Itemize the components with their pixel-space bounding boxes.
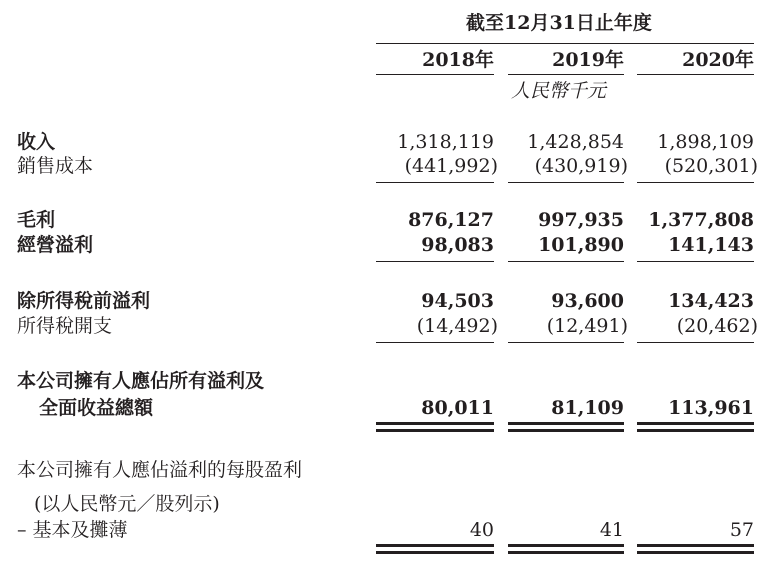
eps-double-rule-top-2018 — [376, 544, 494, 547]
row-revenue-2018: 1,318,119 — [397, 131, 494, 153]
row-total-income-2018: 80,011 — [421, 397, 494, 419]
row-income-tax-2019: (12,491) — [546, 315, 628, 337]
eps-double-rule-bottom-2018 — [376, 551, 494, 554]
row-profit-before-tax-label: 除所得稅前溢利 — [17, 290, 151, 312]
row-operating-profit-2018: 98,083 — [421, 234, 494, 256]
total-double-rule-top-2019 — [508, 422, 624, 425]
tax-rule-2018 — [376, 342, 494, 343]
row-cost-of-sales-2020: (520,301) — [664, 155, 758, 177]
row-profit-before-tax-2018: 94,503 — [421, 290, 494, 312]
eps-double-rule-bottom-2020 — [637, 551, 754, 554]
eps-double-rule-bottom-2019 — [508, 551, 624, 554]
row-cost-of-sales-2019: (430,919) — [534, 155, 628, 177]
row-profit-before-tax-2020: 134,423 — [668, 290, 754, 312]
total-double-rule-bottom-2018 — [376, 429, 494, 432]
row-total-income-2019: 81,109 — [551, 397, 624, 419]
eps-2018: 40 — [469, 519, 494, 541]
eps-unit-note: (以人民幣元／股列示) — [34, 493, 220, 515]
eps-basic-diluted-label: – 基本及攤薄 — [17, 519, 128, 541]
row-revenue-2020: 1,898,109 — [657, 131, 754, 153]
row-operating-profit-label: 經營溢利 — [17, 234, 94, 256]
eps-double-rule-top-2020 — [637, 544, 754, 547]
eps-double-rule-top-2019 — [508, 544, 624, 547]
year-2018-header: 2018年 — [422, 49, 494, 71]
total-double-rule-top-2020 — [637, 422, 754, 425]
subtotal-rule-2019 — [508, 182, 624, 183]
year-rule-2019 — [508, 74, 624, 75]
operating-rule-2019 — [508, 261, 624, 262]
row-income-tax-2020: (20,462) — [676, 315, 758, 337]
currency-unit: 人民幣千元 — [511, 80, 607, 102]
total-double-rule-top-2018 — [376, 422, 494, 425]
total-double-rule-bottom-2020 — [637, 429, 754, 432]
year-rule-2020 — [637, 74, 754, 75]
row-operating-profit-2020: 141,143 — [668, 234, 754, 256]
period-title: 截至12月31日止年度 — [466, 12, 652, 34]
subtotal-rule-2020 — [637, 182, 754, 183]
operating-rule-2018 — [376, 261, 494, 262]
row-revenue-2019: 1,428,854 — [527, 131, 624, 153]
row-total-income-2020: 113,961 — [668, 397, 754, 419]
header-rule — [376, 43, 754, 44]
year-2019-header: 2019年 — [552, 49, 624, 71]
tax-rule-2019 — [508, 342, 624, 343]
row-cost-of-sales-2018: (441,992) — [404, 155, 498, 177]
year-2020-header: 2020年 — [682, 49, 754, 71]
row-cost-of-sales-label: 銷售成本 — [17, 155, 94, 177]
eps-2019: 41 — [599, 519, 624, 541]
row-income-tax-label: 所得稅開支 — [17, 315, 113, 337]
row-total-income-label-line2: 全面收益總額 — [39, 397, 154, 419]
row-gross-profit-label: 毛利 — [17, 209, 56, 231]
row-operating-profit-2019: 101,890 — [538, 234, 624, 256]
year-rule-2018 — [376, 74, 494, 75]
operating-rule-2020 — [637, 261, 754, 262]
total-double-rule-bottom-2019 — [508, 429, 624, 432]
row-total-income-label-line1: 本公司擁有人應佔所有溢利及 — [17, 370, 265, 392]
row-profit-before-tax-2019: 93,600 — [551, 290, 624, 312]
row-gross-profit-2019: 997,935 — [538, 209, 624, 231]
row-income-tax-2018: (14,492) — [416, 315, 498, 337]
row-gross-profit-2018: 876,127 — [408, 209, 494, 231]
eps-2020: 57 — [729, 519, 754, 541]
eps-title: 本公司擁有人應佔溢利的每股盈利 — [17, 459, 303, 481]
tax-rule-2020 — [637, 342, 754, 343]
row-revenue-label: 收入 — [17, 131, 56, 153]
row-gross-profit-2020: 1,377,808 — [648, 209, 754, 231]
subtotal-rule-2018 — [376, 182, 494, 183]
